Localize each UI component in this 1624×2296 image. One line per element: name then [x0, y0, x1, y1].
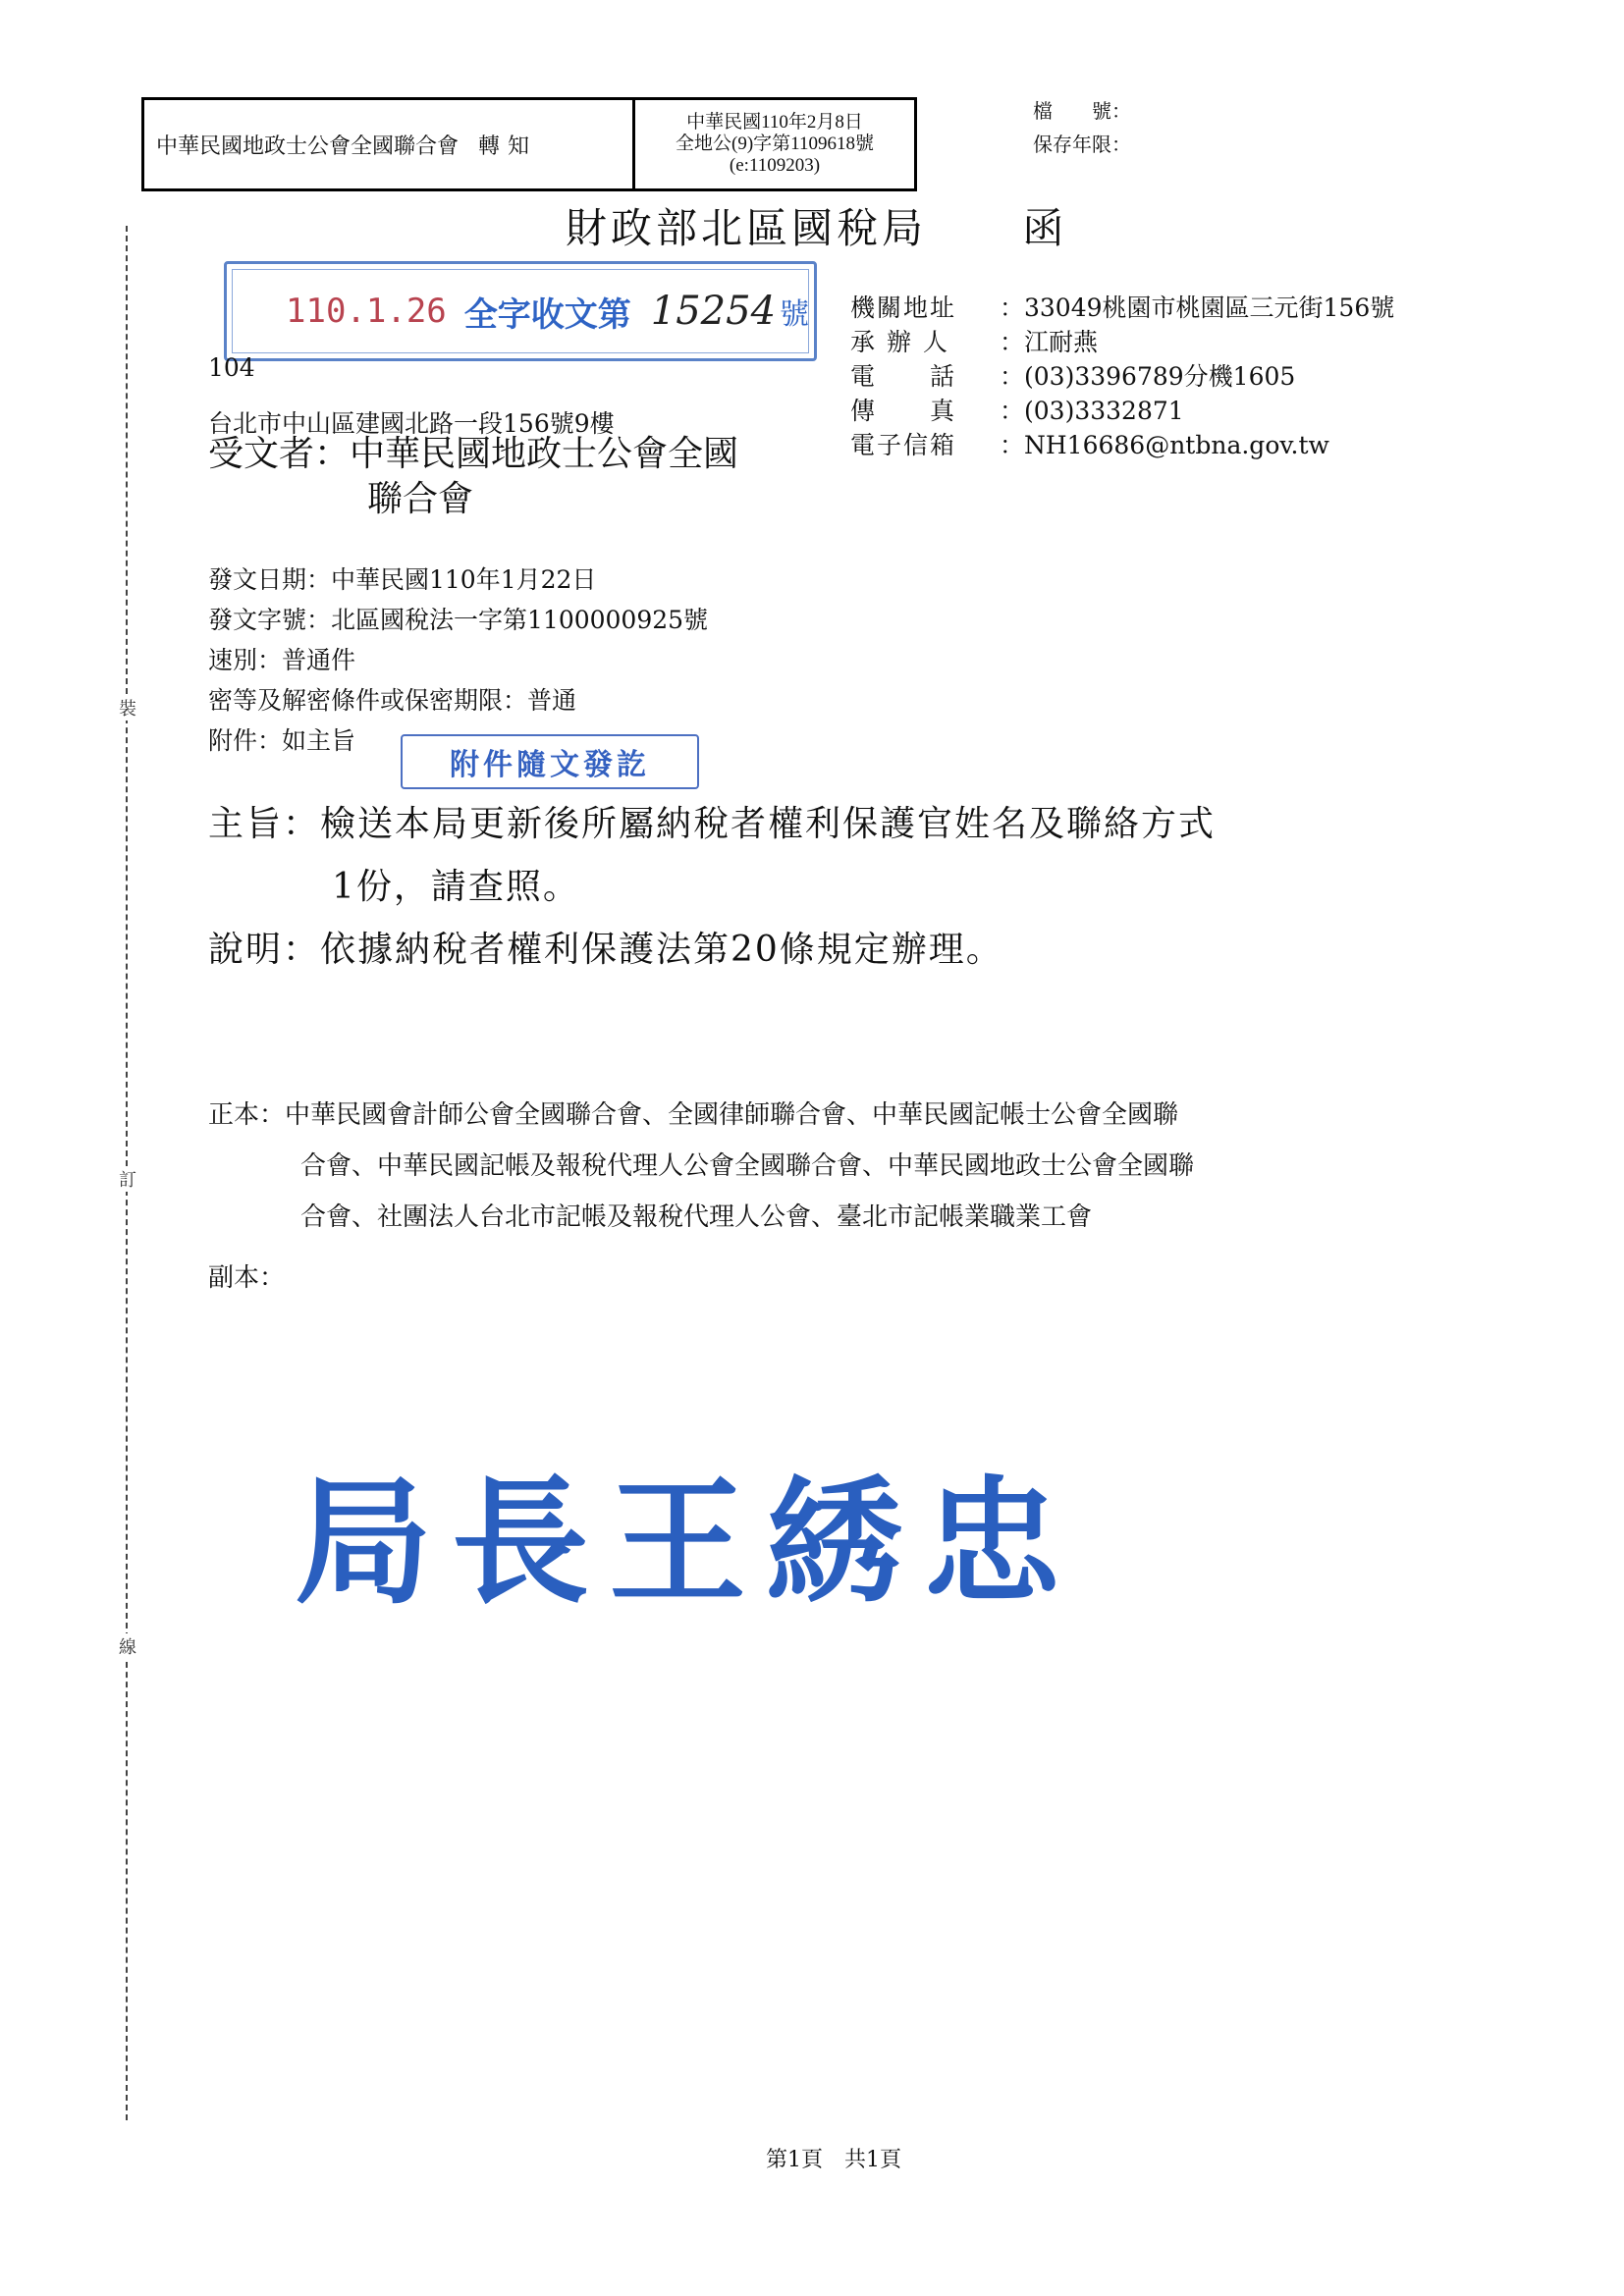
- contact-row: 承 辦 人 ：江耐燕: [850, 328, 1099, 356]
- received-label: 全字收文第: [463, 294, 631, 335]
- copy-recipients: 副本：: [208, 1263, 286, 1293]
- contact-block: [850, 291, 1394, 462]
- postal-code: 104: [208, 353, 255, 382]
- file-no-label: 檔 號：: [1033, 99, 1131, 123]
- issue-date: 發文日期：中華民國110年1月22日: [208, 565, 597, 594]
- original-recipients: 正本：中華民國會計師公會全國聯合會、全國律師聯合會、中華民國記帳士公會全國聯: [208, 1100, 1179, 1130]
- forward-org: 中華民國地政士公會全國聯合會: [156, 133, 460, 159]
- doc-meta: [208, 560, 708, 761]
- doc-type: 函: [1022, 204, 1068, 252]
- forward-box: [141, 97, 917, 191]
- page-title: [566, 196, 1067, 255]
- attachment-stamp: 附件隨文發訖: [401, 734, 699, 789]
- contact-row: 電 話 ：(03)3396789分機1605: [850, 362, 1296, 391]
- received-number: 15254: [650, 289, 777, 334]
- forward-date: 中華民國110年2月8日: [686, 112, 863, 133]
- forward-ref-cell: [635, 100, 914, 188]
- speed: 速別：普通件: [208, 646, 356, 674]
- original-recipients-cont: 合會、中華民國記帳及報稅代理人公會全國聯合會、中華民國地政士公會全國聯: [300, 1151, 1195, 1181]
- page-footer: 第1頁 共1頁: [766, 2148, 901, 2172]
- subject-line: 主旨：檢送本局更新後所屬納稅者權利保護官姓名及聯絡方式: [208, 804, 1217, 844]
- signature-char: 王: [608, 1462, 746, 1624]
- contact-row: 電子信箱 ：NH16686@ntbna.gov.tw: [850, 431, 1329, 459]
- signature-char: 長: [451, 1462, 589, 1624]
- agency-name: 財政部北區國稅局: [566, 204, 928, 252]
- contact-row: 傳 真 ：(03)3332871: [850, 397, 1184, 425]
- received-date: 110.1.26: [286, 292, 447, 331]
- original-recipients-cont: 合會、社團法人台北市記帳及報稅代理人公會、臺北市記帳業職業工會: [300, 1202, 1093, 1232]
- issue-number: 發文字號：北區國稅法一字第1100000925號: [208, 606, 709, 634]
- distribution: [208, 1090, 1194, 1304]
- contact-row: 機關地址 ：33049桃園市桃園區三元街156號: [850, 294, 1395, 322]
- subject-line-cont: 1份，請查照。: [332, 867, 580, 907]
- recipient-name: 中華民國地政士公會全國: [350, 434, 739, 474]
- recipient-name-cont: 聯合會: [367, 479, 474, 519]
- binding-mark: 訂: [118, 1166, 137, 1192]
- secrecy: 密等及解密條件或保密期限：普通: [208, 686, 577, 715]
- subject-block: [208, 793, 1216, 982]
- signature-char: 綉: [765, 1462, 903, 1624]
- forward-action: 轉知: [478, 133, 538, 159]
- forward-doc-no: 全地公(9)字第1109618號: [676, 133, 874, 154]
- forward-code: (e:1109203): [729, 155, 821, 176]
- file-meta: [1033, 94, 1131, 161]
- signature-char: 局: [295, 1462, 433, 1624]
- signature: [295, 1433, 1060, 1629]
- forward-org-cell: [144, 100, 635, 188]
- attachment: 附件：如主旨: [208, 726, 356, 755]
- recipient-label: 受文者：: [208, 434, 351, 474]
- received-stamp: [224, 261, 817, 361]
- received-suffix: 號: [780, 297, 810, 332]
- retention-label: 保存年限：: [1033, 133, 1131, 156]
- recipient: [208, 432, 738, 522]
- binding-mark: 線: [118, 1633, 137, 1659]
- recipient-address: 台北市中山區建國北路一段156號9樓: [208, 409, 615, 438]
- binding-mark: 裝: [118, 695, 137, 721]
- signature-char: 忠: [922, 1462, 1060, 1624]
- explanation: 說明：依據納稅者權利保護法第20條規定辦理。: [208, 930, 1003, 970]
